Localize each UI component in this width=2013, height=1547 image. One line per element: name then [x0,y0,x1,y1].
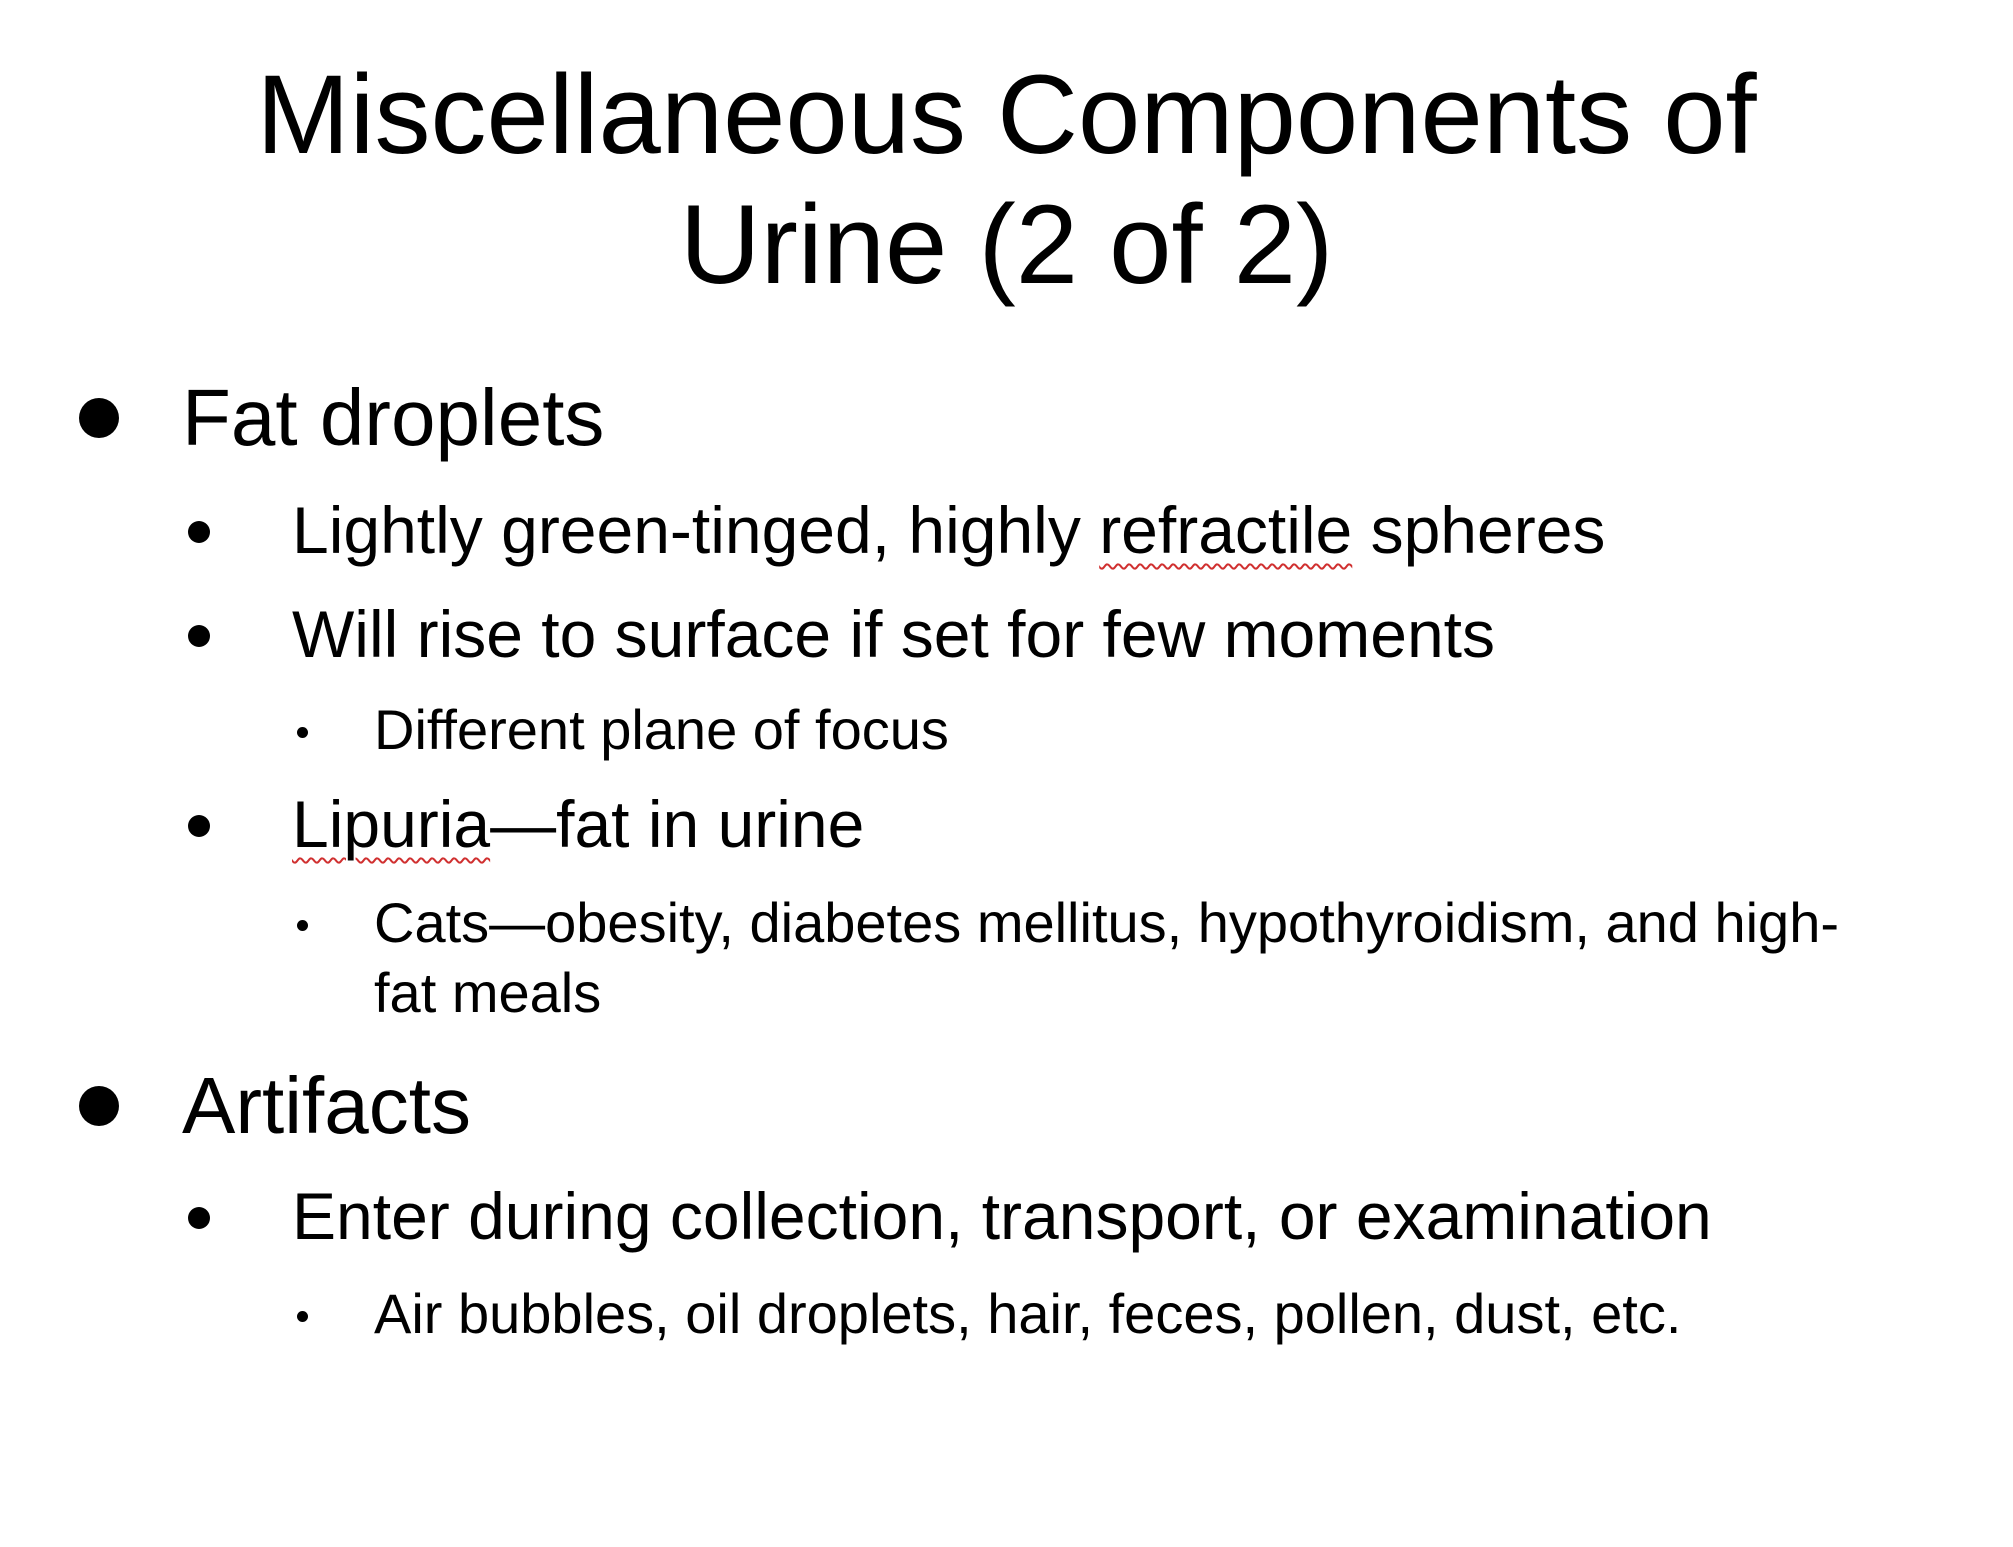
sub-bullet-text: Lightly green-tinged, highly refractile spheres [292,493,1606,567]
spellcheck-word: refractile [1099,493,1353,567]
spellcheck-word: Lipuria [292,787,491,861]
bullet-dot-icon [79,1086,119,1126]
bullet-heading: Fat droplets [182,373,605,462]
title-line-1: Miscellaneous Components of [256,52,1757,177]
bullet-dot-icon [297,1311,308,1322]
bullet-dot-icon [79,398,119,438]
bullet-dot-icon [297,727,308,738]
sub-bullet-text: Will rise to surface if set for few moments [292,597,1495,671]
title-line-2: Urine (2 of 2) [679,182,1334,307]
sub-bullet-text: Lipuria—fat in urine [292,787,865,861]
bullet-dot-icon [188,815,210,837]
bullet-dot-icon [297,920,308,931]
sub-sub-bullet-text: Different plane of focus [374,698,949,761]
sub-sub-bullet-text: Air bubbles, oil droplets, hair, feces, pollen, dust, etc. [374,1282,1682,1345]
bullet-heading: Artifacts [182,1061,471,1150]
bullet-dot-icon [188,521,210,543]
bullet-dot-icon [188,1207,210,1229]
bullet-dot-icon [188,625,210,647]
slide-title [0,50,2013,310]
sub-sub-bullet-text-line-2: fat meals [374,961,602,1024]
sub-bullet-text: Enter during collection, transport, or examination [292,1179,1712,1253]
sub-sub-bullet-text-line-1: Cats—obesity, diabetes mellitus, hypothyroidism, and high- [374,891,1839,954]
